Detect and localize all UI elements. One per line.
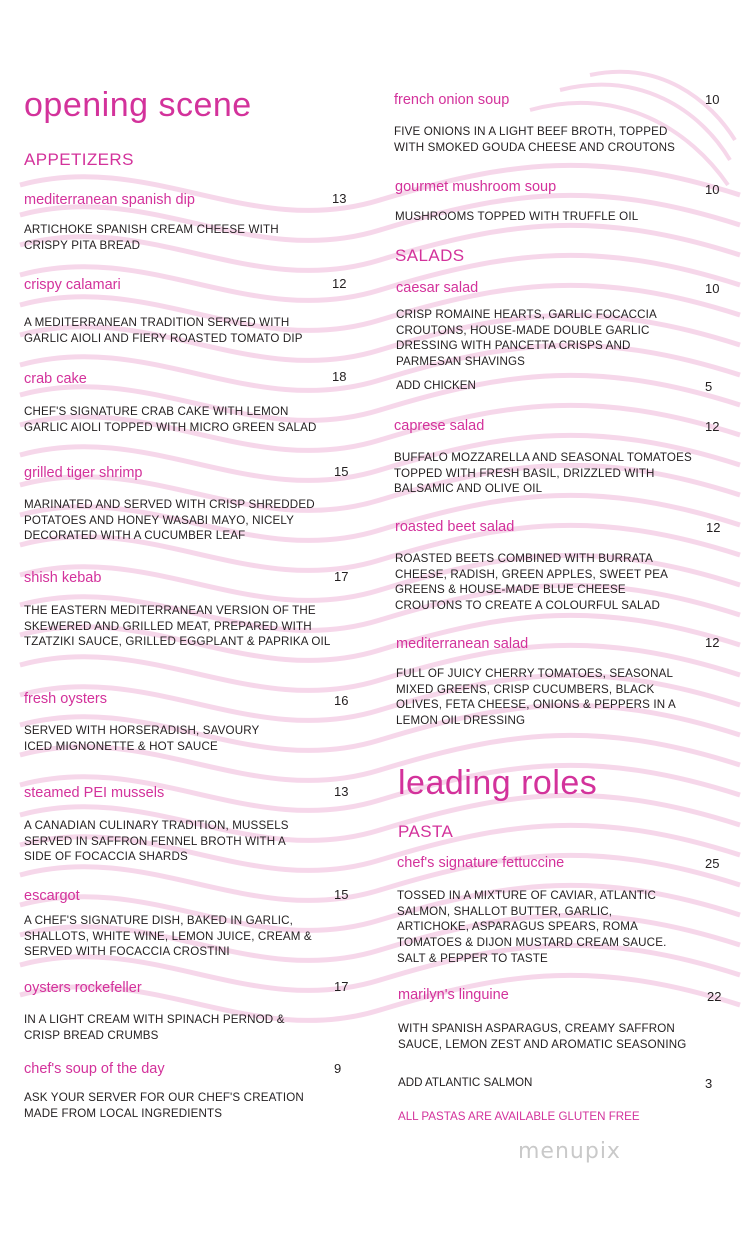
menu-item-name: caesar salad bbox=[396, 280, 479, 296]
salads-heading: SALADS bbox=[395, 246, 465, 265]
menu-item-description: SERVED WITH HORSERADISH, SAVOURY ICED MIGNONETTE & HOT SAUCE bbox=[24, 724, 260, 753]
gluten-free-note: ALL PASTAS ARE AVAILABLE GLUTEN FREE bbox=[398, 1110, 640, 1123]
menu-item-price: 9 bbox=[334, 1061, 342, 1076]
menu-item-description: WITH SPANISH ASPARAGUS, CREAMY SAFFRON SAUCE, LEMON ZEST AND AROMATIC SEASONING bbox=[398, 1022, 687, 1051]
menu-item-price: 12 bbox=[332, 276, 347, 291]
menu-item-price: 16 bbox=[334, 693, 349, 708]
pasta-heading: PASTA bbox=[398, 822, 454, 841]
menu-item-name: gourmet mushroom soup bbox=[395, 179, 557, 195]
menu-item-description: CRISP ROMAINE HEARTS, GARLIC FOCACCIA CROUTONS, HOUSE-MADE DOUBLE GARLIC DRESSING WITH PANCETTA CRISPS AND PARMESAN SHAVINGS bbox=[396, 308, 657, 369]
menu-item-description: A CHEF'S SIGNATURE DISH, BAKED IN GARLIC, SHALLOTS, WHITE WINE, LEMON JUICE, CREAM & SERVED WITH FOCACCIA CROSTINI bbox=[24, 914, 312, 959]
menu-item-name: grilled tiger shrimp bbox=[24, 465, 143, 481]
menu-item-description: MUSHROOMS TOPPED WITH TRUFFLE OIL bbox=[395, 210, 639, 223]
menu-item-price: 10 bbox=[705, 92, 720, 107]
menu-item-name: roasted beet salad bbox=[395, 519, 515, 535]
menu-item-name: chef's soup of the day bbox=[24, 1061, 165, 1077]
menu-item-name: chef's signature fettuccine bbox=[397, 855, 565, 871]
menu-item-name: caprese salad bbox=[394, 418, 485, 434]
menu-item-description: THE EASTERN MEDITERRANEAN VERSION OF THE SKEWERED AND GRILLED MEAT, PREPARED WITH TZATZIKI SAUCE, GRILLED EGGPLANT & PAPRIKA OIL bbox=[24, 604, 331, 649]
menu-item-addon-price: 3 bbox=[705, 1076, 713, 1091]
menu-item-price: 12 bbox=[705, 419, 720, 434]
menu-item-name: oysters rockefeller bbox=[24, 980, 142, 996]
menu-item-price: 18 bbox=[332, 369, 347, 384]
menu-item-name: crab cake bbox=[24, 371, 87, 387]
menu-item-price: 25 bbox=[705, 856, 720, 871]
menu-item-description: CHEF'S SIGNATURE CRAB CAKE WITH LEMON GARLIC AIOLI TOPPED WITH MICRO GREEN SALAD bbox=[24, 405, 317, 434]
menu-item-price: 17 bbox=[334, 979, 349, 994]
menu-item-description: FULL OF JUICY CHERRY TOMATOES, SEASONAL MIXED GREENS, CRISP CUCUMBERS, BLACK OLIVES, FETA CHEESE, ONIONS & PEPPERS IN A LEMON OIL DRESSING bbox=[396, 667, 676, 728]
menu-item-description: IN A LIGHT CREAM WITH SPINACH PERNOD & CRISP BREAD CRUMBS bbox=[24, 1013, 285, 1042]
menu-item-description: MARINATED AND SERVED WITH CRISP SHREDDED POTATOES AND HONEY WASABI MAYO, NICELY DECORATED WITH A CUCUMBER LEAF bbox=[24, 498, 315, 543]
menu-item-description: A CANADIAN CULINARY TRADITION, MUSSELS SERVED IN SAFFRON FENNEL BROTH WITH A SIDE OF FOCACCIA SHARDS bbox=[24, 819, 289, 864]
menu-item-price: 22 bbox=[707, 989, 722, 1004]
section-title-opening-scene: opening scene bbox=[24, 86, 252, 124]
menu-item-addon: ADD CHICKEN bbox=[396, 379, 476, 392]
menu-item-name: escargot bbox=[24, 888, 80, 904]
menu-item-price: 15 bbox=[334, 464, 349, 479]
menu-item-description: A MEDITERRANEAN TRADITION SERVED WITH GARLIC AIOLI AND FIERY ROASTED TOMATO DIP bbox=[24, 316, 303, 345]
menu-item-name: steamed PEI mussels bbox=[24, 785, 165, 801]
menu-item-price: 12 bbox=[705, 635, 720, 650]
menu-item-name: mediterranean salad bbox=[396, 636, 529, 652]
menu-item-price: 10 bbox=[705, 182, 720, 197]
menu-item-name: shish kebab bbox=[24, 570, 102, 586]
appetizers-heading: APPETIZERS bbox=[24, 150, 134, 169]
menu-item-description: TOSSED IN A MIXTURE OF CAVIAR, ATLANTIC SALMON, SHALLOT BUTTER, GARLIC, ARTICHOKE, ASPARAGUS SPEARS, ROMA TOMATOES & DIJON MUSTARD CREAM SAUCE. SALT & PEPPER TO TASTE bbox=[397, 889, 667, 965]
menu-item-description: BUFFALO MOZZARELLA AND SEASONAL TOMATOES TOPPED WITH FRESH BASIL, DRIZZLED WITH BALSAMIC AND OLIVE OIL bbox=[394, 451, 692, 496]
menu-item-description: ASK YOUR SERVER FOR OUR CHEF'S CREATION MADE FROM LOCAL INGREDIENTS bbox=[24, 1091, 304, 1120]
menu-item-name: french onion soup bbox=[394, 92, 510, 108]
section-title-leading-roles: leading roles bbox=[398, 764, 598, 802]
menu-item-price: 13 bbox=[334, 784, 349, 799]
menu-item-description: ARTICHOKE SPANISH CREAM CHEESE WITH CRISPY PITA BREAD bbox=[24, 223, 279, 252]
menu-item-description: FIVE ONIONS IN A LIGHT BEEF BROTH, TOPPED WITH SMOKED GOUDA CHEESE AND CROUTONS bbox=[394, 125, 676, 154]
menu-item-price: 10 bbox=[705, 281, 720, 296]
menu-item-name: fresh oysters bbox=[24, 691, 107, 707]
menu-item-name: marilyn's linguine bbox=[398, 987, 509, 1003]
menu-item-price: 17 bbox=[334, 569, 349, 584]
menu-item-price: 13 bbox=[332, 191, 347, 206]
menu-item-name: mediterranean spanish dip bbox=[24, 192, 195, 208]
menu-item-name: crispy calamari bbox=[24, 277, 121, 293]
menu-item-price: 12 bbox=[706, 520, 721, 535]
menu-item-price: 15 bbox=[334, 887, 349, 902]
menu-item-addon: ADD ATLANTIC SALMON bbox=[398, 1076, 533, 1089]
menu-item-description: ROASTED BEETS COMBINED WITH BURRATA CHEESE, RADISH, GREEN APPLES, SWEET PEA GREENS & HOUSE-MADE BLUE CHEESE CROUTONS TO CREATE A COLOURFUL SALAD bbox=[395, 552, 668, 613]
watermark-logo: menupix bbox=[518, 1139, 621, 1164]
menu-item-addon-price: 5 bbox=[705, 379, 713, 394]
